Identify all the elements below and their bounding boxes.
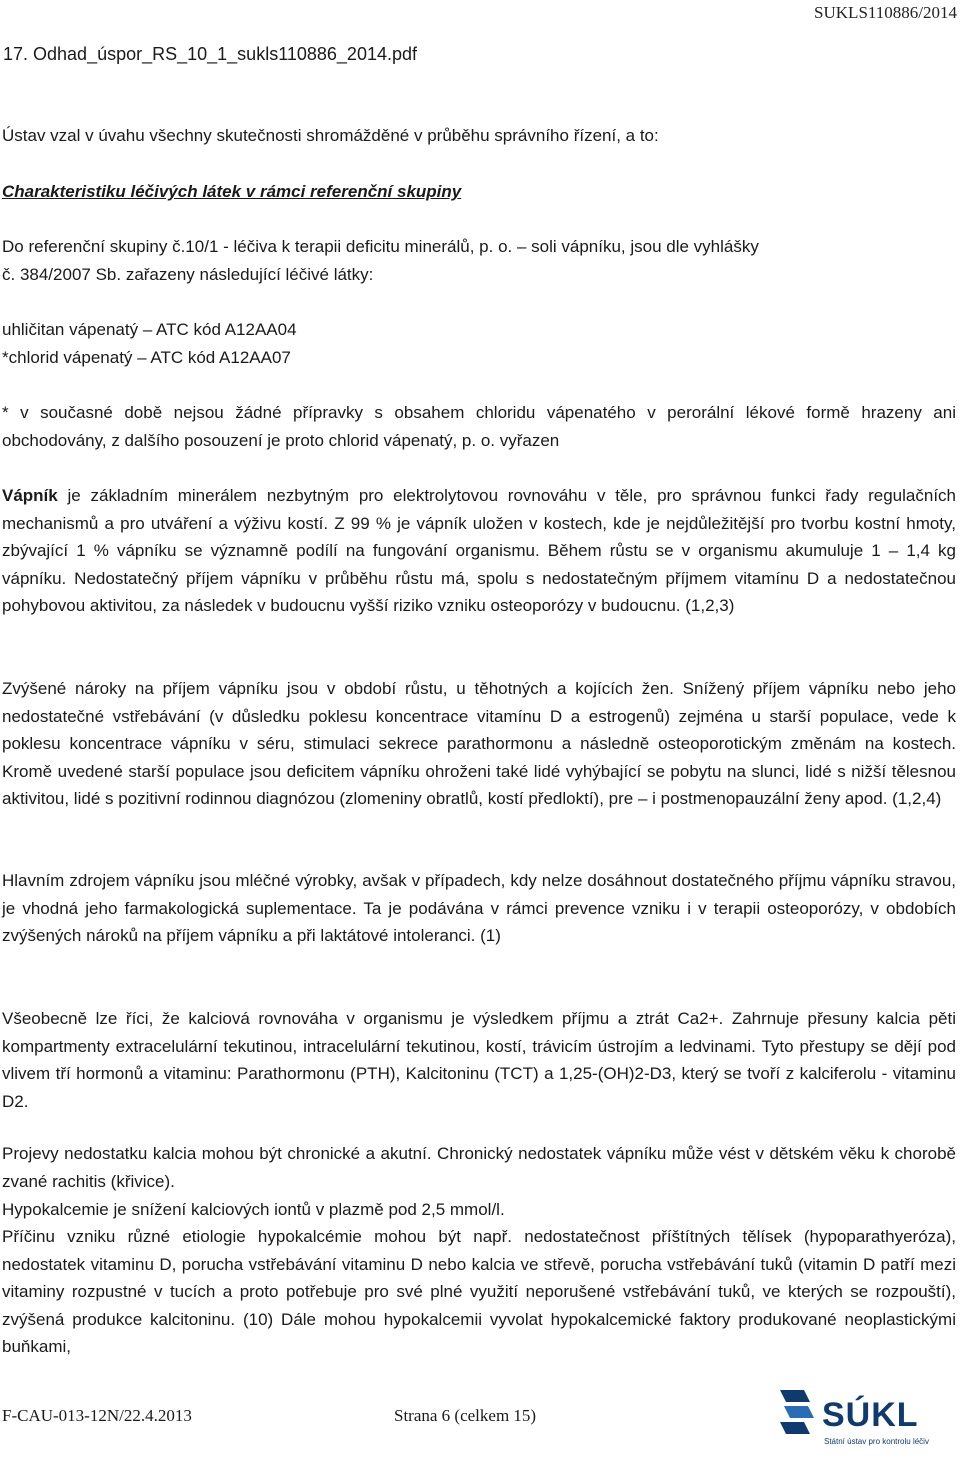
- calcium-term: Vápník: [2, 486, 58, 505]
- deficiency-paragraph: Projevy nedostatku kalcia mohou být chronické a akutní. Chronický nedostatek vápníku může vést v dětském věku k chorobě zvané rachitis (křivice).: [2, 1144, 956, 1191]
- form-code: F-CAU-013-12N/22.4.2013: [2, 1406, 192, 1425]
- logo-subtext: Státní ústav pro kontrolu léčiv: [824, 1437, 929, 1446]
- logo-emblem-icon: [780, 1390, 814, 1434]
- calcium-paragraph-text: je základním minerálem nezbytným pro elektrolytovou rovnováhu v těle, pro správnou funkci řady regulačních mechanismů a pro utváření a výživu kostí. Z 99 % je vápník uložen v kostech, kde je nejdůležitější pro tvorbu kostní hmoty, zbývající 1 % vápníku se významně podílí na fungování organismu. Během růstu se v organismu akumuluje 1 – 1,4 kg vápníku. Nedostatečný příjem vápníku v průběhu růstu má, spolu s nedostatečným příjmem vitamínu D a nedostatečnou pohybovou aktivitou, za následek v budoucnu vyšší riziko vzniku osteoporózy v budoucnu. (1,2,3): [2, 486, 956, 616]
- document-id: SUKLS110886/2014: [814, 3, 957, 22]
- sources-paragraph: Hlavním zdrojem vápníku jsou mléčné výrobky, avšak v případech, kdy nelze dosáhnout dostatečného příjmu vápníku stravou, je vhodná jeho farmakologická suplementace. Ta je podávána v rámci prevence vzniku i v terapii osteoporózy, v obdobích zvýšených nároků na příjem vápníku a při laktátové intoleranci. (1): [2, 871, 956, 946]
- substance-2: *chlorid vápenatý – ATC kód A12AA07: [2, 348, 291, 367]
- substance-1: uhličitan vápenatý – ATC kód A12AA04: [2, 320, 297, 339]
- reference-group-line-1: Do referenční skupiny č.10/1 - léčiva k terapii deficitu minerálů, p. o. – soli vápníku, jsou dle vyhlášky: [2, 237, 759, 256]
- balance-paragraph: Všeobecně lze říci, že kalciová rovnováha v organismu je výsledkem příjmu a ztrát Ca2+. Zahrnuje přesuny kalcia pěti kompartmenty extracelulární tekutinou, intracelulární tekutinou, kostí, trávicím ústrojím a ledvinami. Tyto přestupy se dějí pod vlivem tří hormonů a vitaminu: Parathormonu (PTH), Kalcitoninu (TCT) a 1,25-(OH)2-D3, který se tvoří z kalciferolu - vitaminu D2.: [2, 1009, 956, 1111]
- section-heading: Charakteristiku léčivých látek v rámci referenční skupiny: [2, 182, 462, 201]
- file-title: 17. Odhad_úspor_RS_10_1_sukls110886_2014.pdf: [3, 44, 417, 64]
- reference-group-line-2: č. 384/2007 Sb. zařazeny následující léčivé látky:: [2, 265, 374, 284]
- note-paragraph: * v současné době nejsou žádné přípravky s obsahem chloridu vápenatého v perorální lékové formě hrazeny ani obchodovány, z dalšího posouzení je proto chlorid vápenatý, p. o. vyřazen: [2, 403, 956, 450]
- logo-text: SÚKL: [822, 1396, 919, 1434]
- requirements-paragraph: Zvýšené nároky na příjem vápníku jsou v období růstu, u těhotných a kojících žen. Snížený příjem vápníku nebo jeho nedostatečné vstřebávání (v důsledku poklesu koncentrace vitamínu D a estrogenů) zejména u starší populace, vede k poklesu koncentrace vápníku v séru, stimulaci sekrece parathormonu a následně osteoporotickým změnám na kostech. Kromě uvedené starší populace jsou deficitem vápníku ohroženi také lidé vyhýbající se pobytu na slunci, lidé s nižší tělesnou aktivitou, lidé s pozitivní rodinnou diagnózou (zlomeniny obratlů, kostí předloktí), pre – i postmenopauzální ženy apod. (1,2,4): [2, 679, 956, 809]
- causes-paragraph: Příčinu vzniku různé etiologie hypokalcémie mohou být např. nedostatečnost příštítných tělísek (hypoparathyeróza), nedostatek vitaminu D, porucha vstřebávání vitaminu D nebo kalcia ve střevě, porucha vstřebávání tuků (vitamin D patří mezi vitaminy rozpustné v tucích a proto potřebuje pro své plné využití neporušené vstřebávání tuků, ve kterých se rozpouští), zvýšená produkce kalcitoninu. (10) Dále mohou hypokalcemii vyvolat hypokalcemické faktory produkované neoplastickými buňkami,: [2, 1227, 956, 1357]
- hypocalcemia-definition: Hypokalcemie je snížení kalciových iontů v plazmě pod 2,5 mmol/l.: [2, 1200, 505, 1219]
- intro-paragraph: Ústav vzal v úvahu všechny skutečnosti shromážděné v průběhu správního řízení, a to:: [2, 126, 659, 145]
- calcium-paragraph: [2, 482, 956, 620]
- sukl-logo: [776, 1382, 956, 1454]
- page-number: Strana 6 (celkem 15): [394, 1406, 537, 1425]
